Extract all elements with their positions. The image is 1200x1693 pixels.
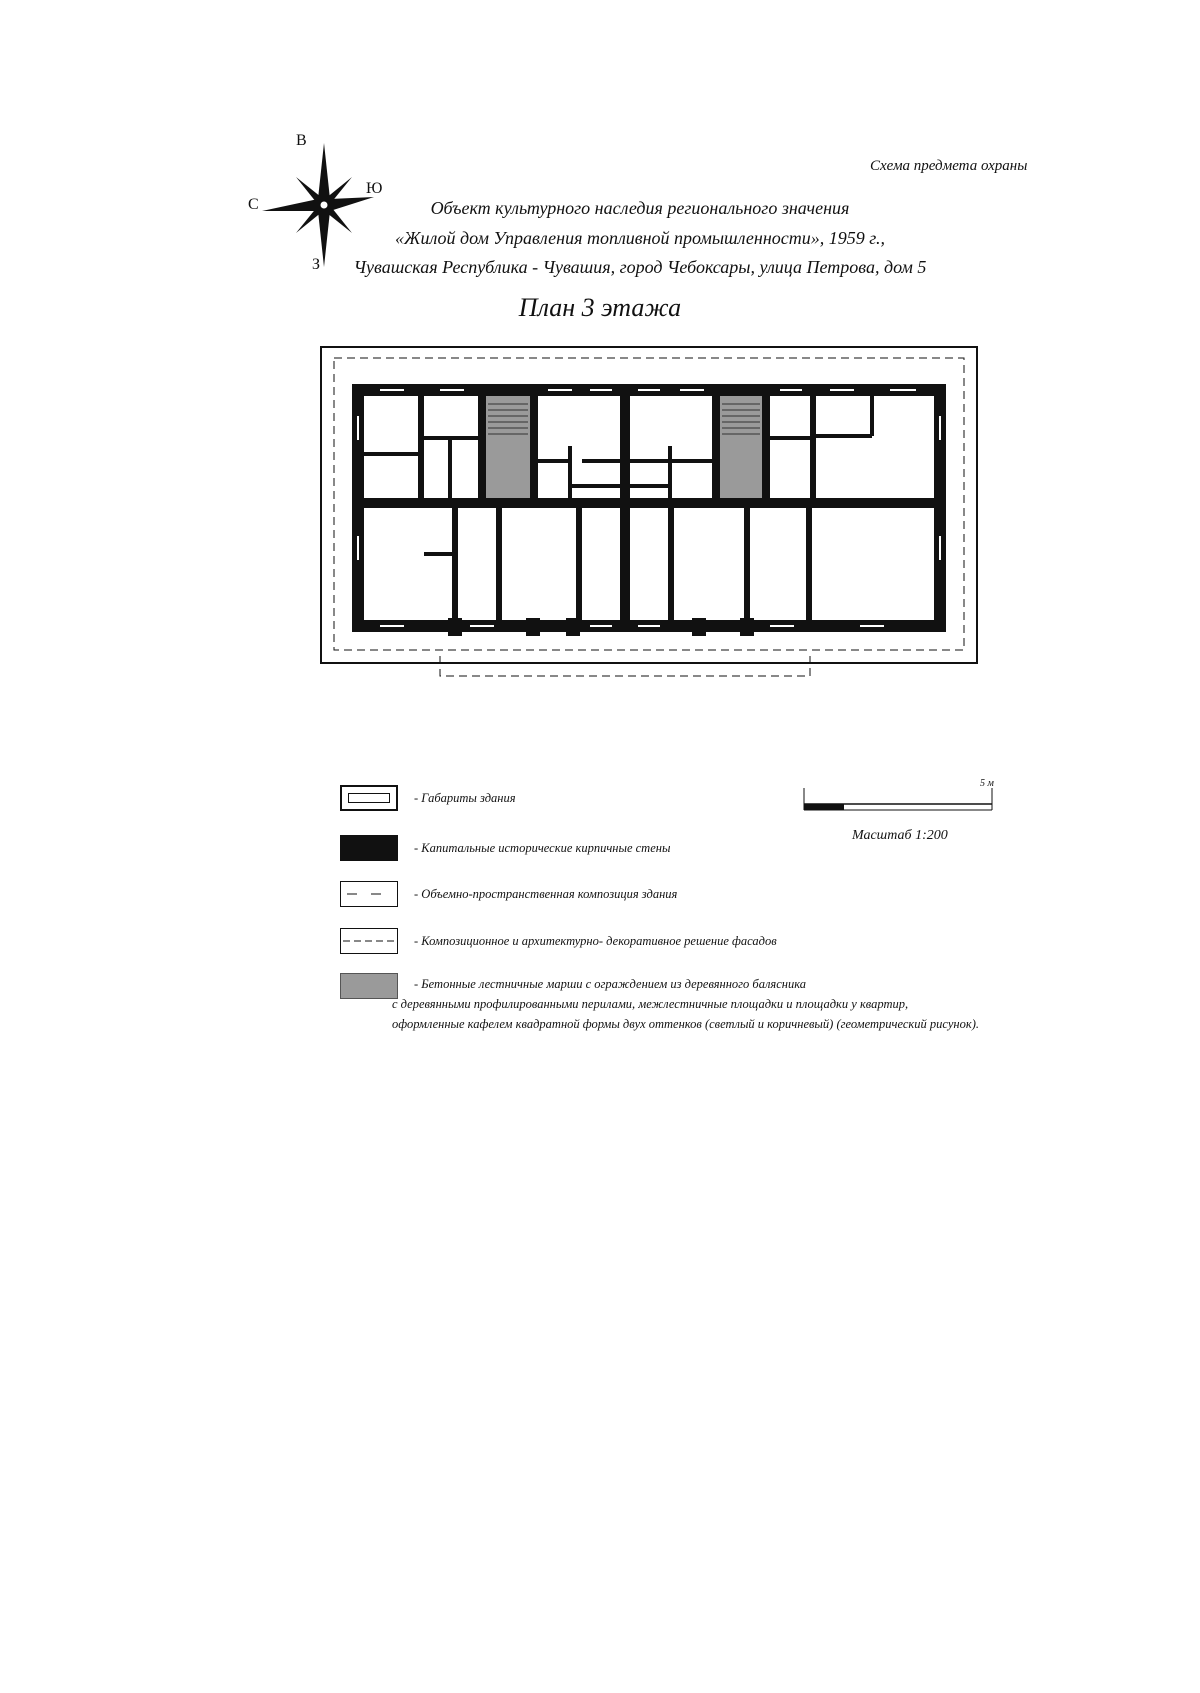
outline-swatch-icon <box>340 785 398 811</box>
floor-plan-drawing <box>320 346 980 696</box>
legend-continuation-2: оформленные кафелем квадратной формы двух оттенков (светлый и коричневый) (геометрический рисунок). <box>392 1017 979 1031</box>
compass-west-label: С <box>248 196 259 213</box>
solid-swatch-icon <box>340 835 398 861</box>
capital-walls <box>352 384 946 636</box>
dash-dense-swatch-icon <box>340 928 398 954</box>
partition-walls <box>364 396 872 554</box>
scale-ruler-icon <box>800 780 1000 820</box>
plan-title: План 3 этажа <box>518 293 682 322</box>
floor-plan <box>320 346 980 696</box>
hatched-swatch-icon <box>340 973 398 999</box>
compass-east-label: Ю <box>366 180 383 197</box>
compass-south-label: З <box>312 256 321 273</box>
projection-dash-line <box>440 656 810 676</box>
compass-north-label: В <box>296 132 307 149</box>
scale-end-label: 5 м <box>980 778 994 789</box>
title-line-3: Чувашская Республика - Чувашия, город Чебоксары, улица Петрова, дом 5 <box>353 257 927 277</box>
title-line-1: Объект культурного наследия регионального значения <box>430 198 850 218</box>
dash-sparse-swatch-icon <box>340 881 398 907</box>
document-label: Схема предмета охраны <box>870 158 1028 174</box>
scale-label: Масштаб 1:200 <box>852 828 948 843</box>
title-line-2: «Жилой дом Управления топливной промышленности», 1959 г., <box>394 228 886 248</box>
legend-continuation-1: с деревянными профилированными перилами, межлестничные площадки и площадки у квартир, <box>392 997 909 1011</box>
